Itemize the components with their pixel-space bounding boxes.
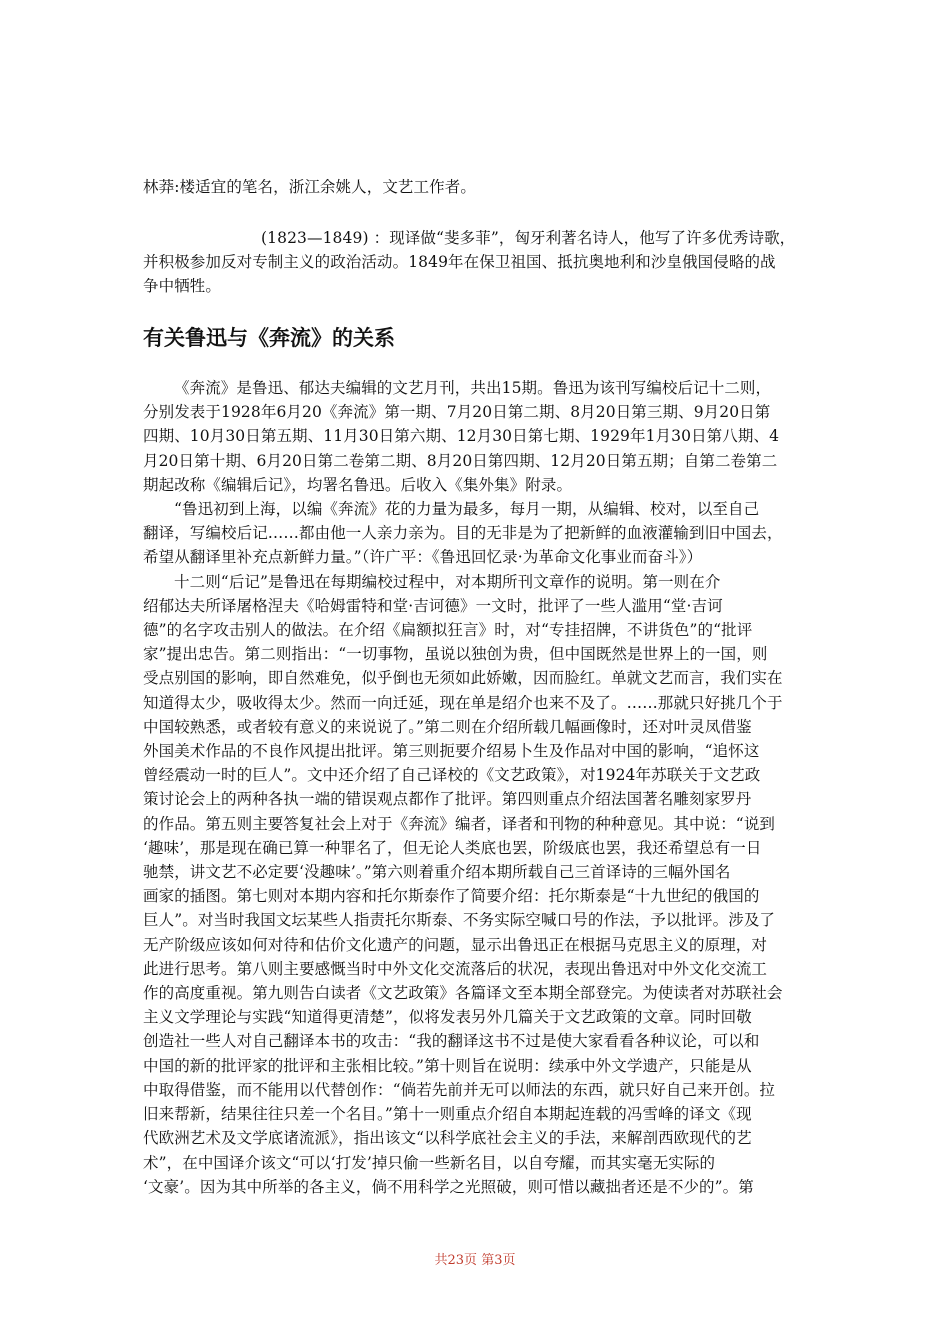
note-linmang [143,175,809,199]
body-line: 《奔流》是鲁迅、郁达夫编辑的文艺月刊，共出15期。鲁迅为该刊写编校后记十二则， [174,379,772,397]
section-body [143,376,809,1199]
body-line: 分别发表于1928年6月20《奔流》第一期、7月20日第二期、8月20日第三期、9月20日第 [143,403,771,422]
body-line: 旧来帮新，结果往往只差一个名目。”第十一则重点介绍自本期起连载的冯雪峰的译文《现 [143,1105,752,1124]
body-line: 十二则“后记”是鲁迅在每期编校过程中，对本期所刊文章作的说明。第一则在介 [174,572,721,591]
body-line: 中国的新的批评家的批评和主张相比较。”第十则旨在说明：续承中外文学遗产，只能是从 [143,1056,752,1075]
body-line: 家”提出忠告。第二则指出：“一切事物，虽说以独创为贵，但中国既然是世界上的一国，则 [143,645,768,664]
body-line: 受点别国的影响，即自然难免，似乎倒也无须如此娇嫩，因而脸红。单就文艺而言，我们实在 [143,669,783,688]
body-line: 驰禁，讲文艺不必定要‘没趣味’。”第六则着重介绍本期所载自己三首译诗的三幅外国名 [143,863,731,882]
body-line: 作的高度重视。第九则告白读者《文艺政策》各篇译文至本期全部登完。为使读者对苏联社会 [143,984,783,1003]
body-line: 策讨论会上的两种各执一端的错误观点都作了批评。第四则重点介绍法国著名雕刻家罗丹 [143,790,752,809]
body-line: 绍郁达夫所译屠格涅夫《哈姆雷特和堂·吉诃德》一文时，批评了一些人滥用“堂·吉诃 [143,596,723,615]
body-line: 翻译，写编校后记……都由他一人亲力亲为。目的无非是为了把新鲜的血液灌输到旧中国去， [143,524,783,543]
body-line: ‘趣味’，那是现在确已算一种罪名了，但无论人类底也罢，阶级底也罢，我还希望总有一日 [143,838,762,857]
body-line: 希望从翻译里补充点新鲜力量。”（许广平：《鲁迅回忆录·为革命文化事业而奋斗》） [143,548,703,567]
body-line: 的作品。第五则主要答复社会上对于《奔流》编者，译者和刊物的种种意见。其中说：“说到 [143,814,776,833]
note-linmang-text: 林莽:楼适宜的笔名，浙江余姚人，文艺工作者。 [143,178,476,196]
body-line: ‘文豪’。因为其中所举的各主义，倘不用科学之光照破，则可惜以藏拙者还是不少的”。第 [143,1177,754,1196]
body-line: 外国美术作品的不良作风提出批评。第三则扼要介绍易卜生及作品对中国的影响，“追怀这 [143,742,760,761]
body-line: 知道得太少，吸收得太少。然而一向迁延，现在单是绍介也来不及了。……那就只好挑几个于 [143,693,783,712]
note-petofi [143,226,809,299]
page-footer: 共23页 第3页 [434,1253,516,1268]
section-heading: 有关鲁迅与《奔流》的关系 [143,326,395,350]
body-line: 中取得借鉴，而不能用以代替创作：“倘若先前并无可以师法的东西，就只好自己来开创。拉 [143,1080,776,1099]
body-line: 巨人”。对当时我国文坛某些人指责托尔斯泰、不务实际空喊口号的作法，予以批评。涉及了 [143,911,776,930]
body-line: 主义文学理论与实践“知道得更清楚”，似将发表另外几篇关于文艺政策的文章。同时回敬 [143,1008,752,1027]
body-line: 画家的插图。第七则对本期内容和托尔斯泰作了简要介绍：托尔斯泰是“十九世纪的俄国的 [143,887,760,906]
body-line: 月20日第十期、6月20日第二卷第二期、8月20日第四期、12月20日第五期；自第二卷第二 [143,451,778,470]
body-line: 德”的名字攻击别人的做法。在介绍《扁额拟狂言》时，对“专挂招牌，不讲货色”的“批评 [143,621,753,640]
body-line: 中国较熟悉，或者较有意义的来说说了。”第二则在介绍所载几幅画像时，还对叶灵凤借鉴 [143,717,752,736]
note-petofi-line: 并积极参加反对专制主义的政治活动。1849年在保卫祖国、抵抗奥地利和沙皇俄国侵略的战 [143,253,776,272]
body-line: 四期、10月30日第五期、11月30日第六期、12月30日第七期、1929年1月30日第八期、4 [143,427,780,446]
note-petofi-line: (1823—1849) ：现译做“斐多菲”，匈牙利著名诗人，他写了许多优秀诗歌， [261,229,796,247]
body-line: 期起改称《编辑后记》，均署名鲁迅。后收入《集外集》附录。 [143,475,573,494]
body-line: 创造社一些人对自己翻译本书的攻击：“我的翻译这书不过是使大家看看各种议论，可以和 [143,1032,760,1051]
body-line: 曾经震动一时的巨人”。文中还介绍了自己译校的《文艺政策》，对1924年苏联关于文艺政 [143,766,761,785]
note-petofi-line: 争中牺牲。 [143,277,222,296]
body-line: “鲁迅初到上海，以编《奔流》花的力量为最多，每月一期，从编辑、校对，以至自己 [174,500,760,519]
body-line: 无产阶级应该如何对待和估价文化遗产的问题，显示出鲁迅正在根据马克思主义的原理，对 [143,935,768,954]
body-line: 代欧洲艺术及文学底诸流派》，指出该文“以科学底社会主义的手法，来解剖西欧现代的艺 [143,1129,752,1148]
body-line: 此进行思考。第八则主要感慨当时中外文化交流落后的状况，表现出鲁迅对中外文化交流工 [143,959,768,978]
body-line: 术”，在中国译介该文“可以‘打发’掉只偷一些新名目，以自夸耀，而其实毫无实际的 [143,1153,716,1172]
